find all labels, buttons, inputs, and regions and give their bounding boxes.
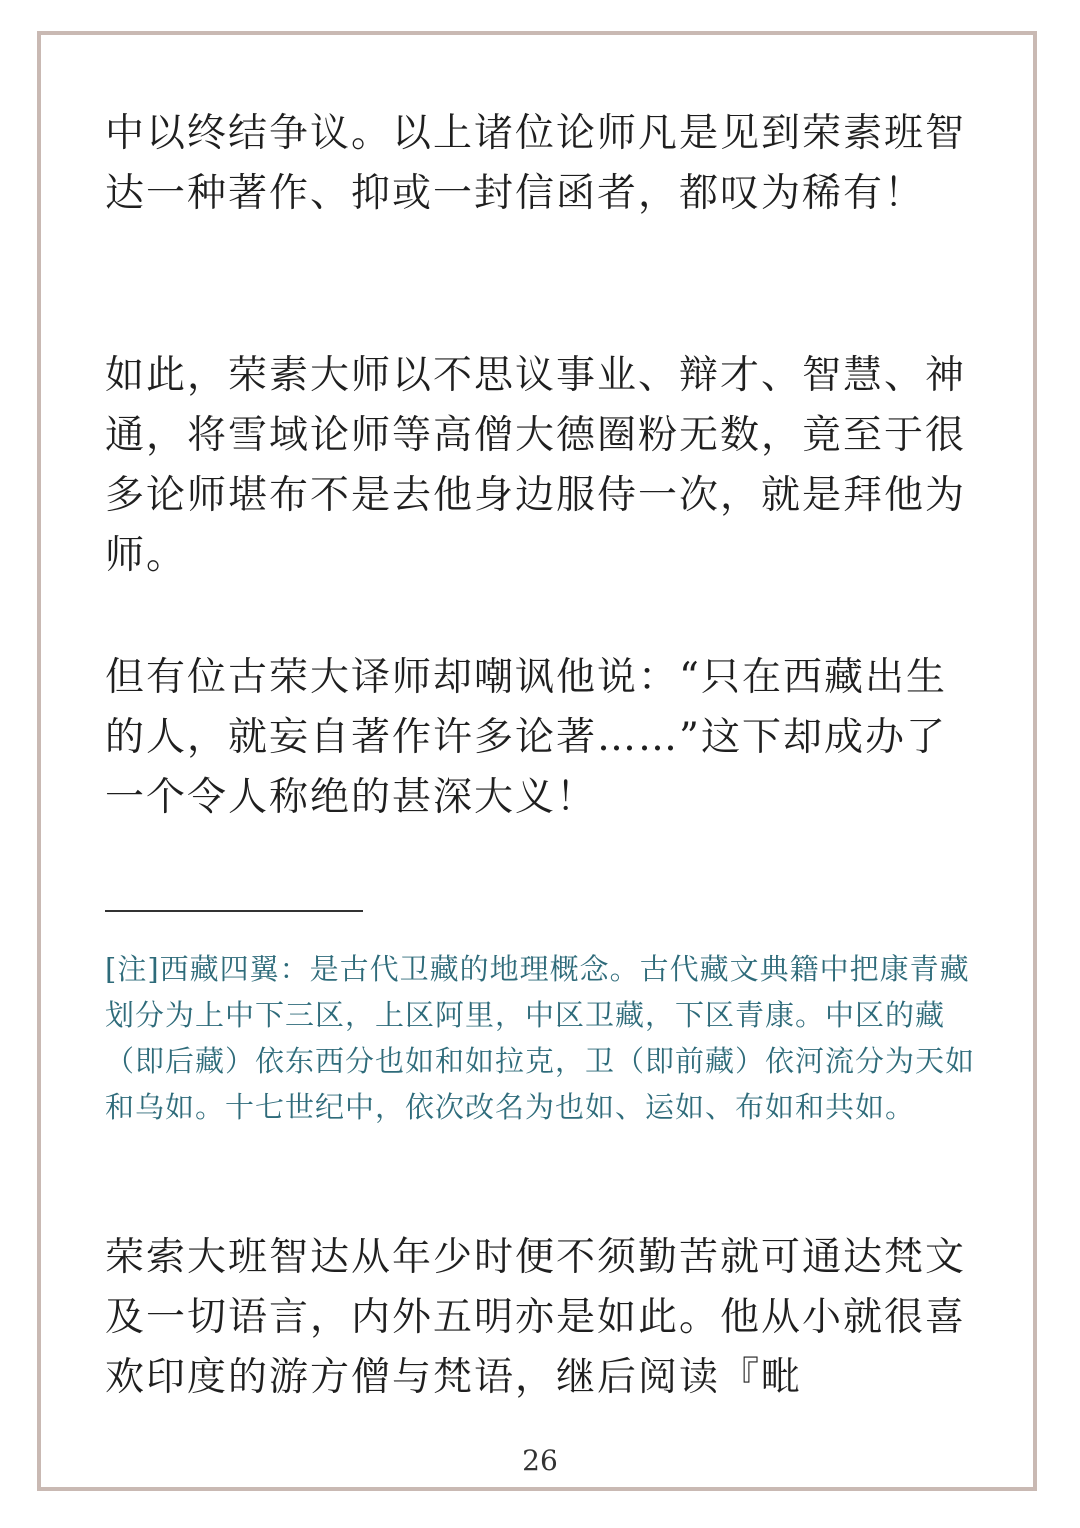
footnote-divider: [105, 910, 363, 912]
paragraph: 但有位古荣大译师却嘲讽他说：“只在西藏出生的人，就妄自著作许多论著……”这下却成办了一个令人称绝的甚深大义！: [105, 655, 947, 820]
page-number: 26: [522, 1444, 558, 1477]
paragraph: 如此，荣素大师以不思议事业、辩才、智慧、神通，将雪域论师等高僧大德圈粉无数，竟至于很多论师堪布不是去他身边服侍一次，就是拜他为师。: [105, 353, 967, 578]
paragraph: 荣索大班智达从年少时便不须勤苦就可通达梵文及一切语言，内外五明亦是如此。他从小就很喜欢印度的游方僧与梵语，继后阅读『毗: [105, 1235, 967, 1400]
footnote: [注]西藏四翼：是古代卫藏的地理概念。古代藏文典籍中把康青藏划分为上中下三区，上区阿里，中区卫藏，下区青康。中区的藏（即后藏）依东西分也如和如拉克，卫（即前藏）依河流分为天如和乌如。十七世纪中，依次改名为也如、运如、布如和共如。: [105, 952, 976, 1124]
paragraph: 中以终结争议。以上诸位论师凡是见到荣素班智达一种著作、抑或一封信函者，都叹为稀有！: [105, 111, 967, 216]
